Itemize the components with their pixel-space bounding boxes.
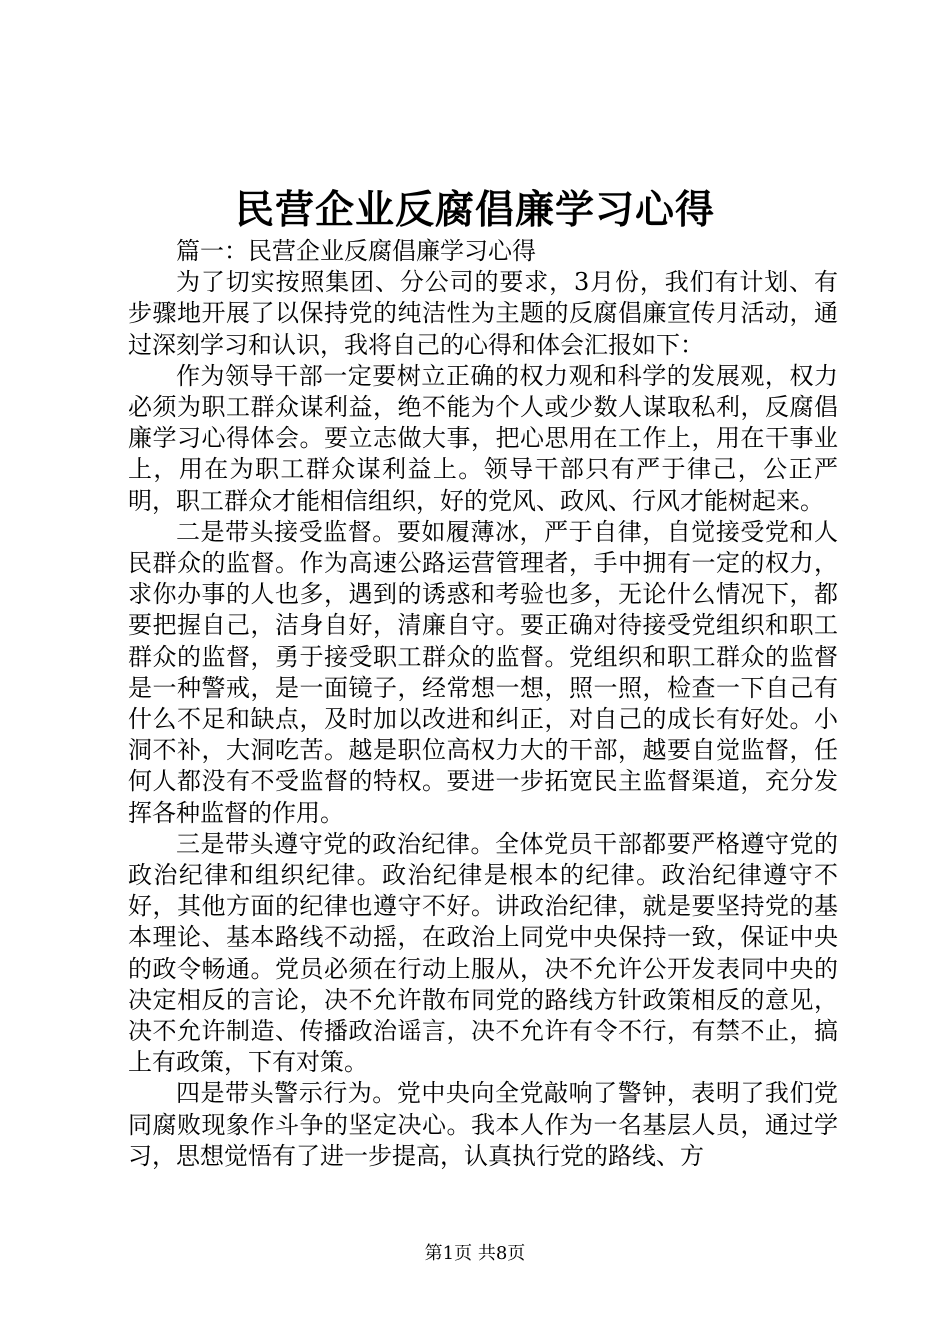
paragraph-power-view: 作为领导干部一定要树立正确的权力观和科学的发展观，权力必须为职工群众谋利益，绝不能为个人或少数人谋取私利，反腐倡廉学习心得体会。要立志做大事，把心思用在工作上，用在干事业上，用在为职工群众谋利益上。领导干部只有严于律己，公正严明，职工群众才能相信组织，好的党风、政风、行风才能树起来。 [128, 361, 838, 515]
page-number-footer: 第1页 共8页 [424, 1243, 526, 1264]
paragraph-heading: 篇一：民营企业反腐倡廉学习心得 [176, 237, 536, 265]
paragraph-intro: 为了切实按照集团、分公司的要求，3月份，我们有计划、有步骤地开展了以保持党的纯洁性为主题的反腐倡廉宣传月活动，通过深刻学习和认识，我将自己的心得和体会汇报如下： [128, 268, 838, 359]
document-title: 民营企业反腐倡廉学习心得 [234, 187, 715, 233]
paragraph-warning-behavior: 四是带头警示行为。党中央向全党敲响了警钟，表明了我们党同腐败现象作斗争的坚定决心。我本人作为一名基层人员，通过学习，思想觉悟有了进一步提高，认真执行党的路线、方 [128, 1079, 838, 1170]
document-body [128, 236, 838, 1172]
paragraph-political-discipline: 三是带头遵守党的政治纪律。全体党员干部都要严格遵守党的政治纪律和组织纪律。政治纪律是根本的纪律。政治纪律遵守不好，其他方面的纪律也遵守不好。讲政治纪律，就是要坚持党的基本理论、基本路线不动摇，在政治上同党中央保持一致，保证中央的政令畅通。党员必须在行动上服从，决不允许公开发表同中央的决定相反的言论，决不允许散布同党的路线方针政策相反的意见，决不允许制造、传播政治谣言，决不允许有令不行，有禁不止，搞上有政策，下有对策。 [128, 829, 838, 1077]
paragraph-accept-supervision: 二是带头接受监督。要如履薄冰，严于自律，自觉接受党和人民群众的监督。作为高速公路运营管理者，手中拥有一定的权力，求你办事的人也多，遇到的诱惑和考验也多，无论什么情况下，都要把握自己，洁身自好，清廉自守。要正确对待接受党组织和职工群众的监督，勇于接受职工群众的监督。党组织和职工群众的监督是一种警戒，是一面镜子，经常想一想，照一照，检查一下自己有什么不足和缺点，及时加以改进和纠正，对自己的成长有好处。小洞不补，大洞吃苦。越是职位高权力大的干部，越要自觉监督，任何人都没有不受监督的特权。要进一步拓宽民主监督渠道，充分发挥各种监督的作用。 [128, 517, 838, 827]
